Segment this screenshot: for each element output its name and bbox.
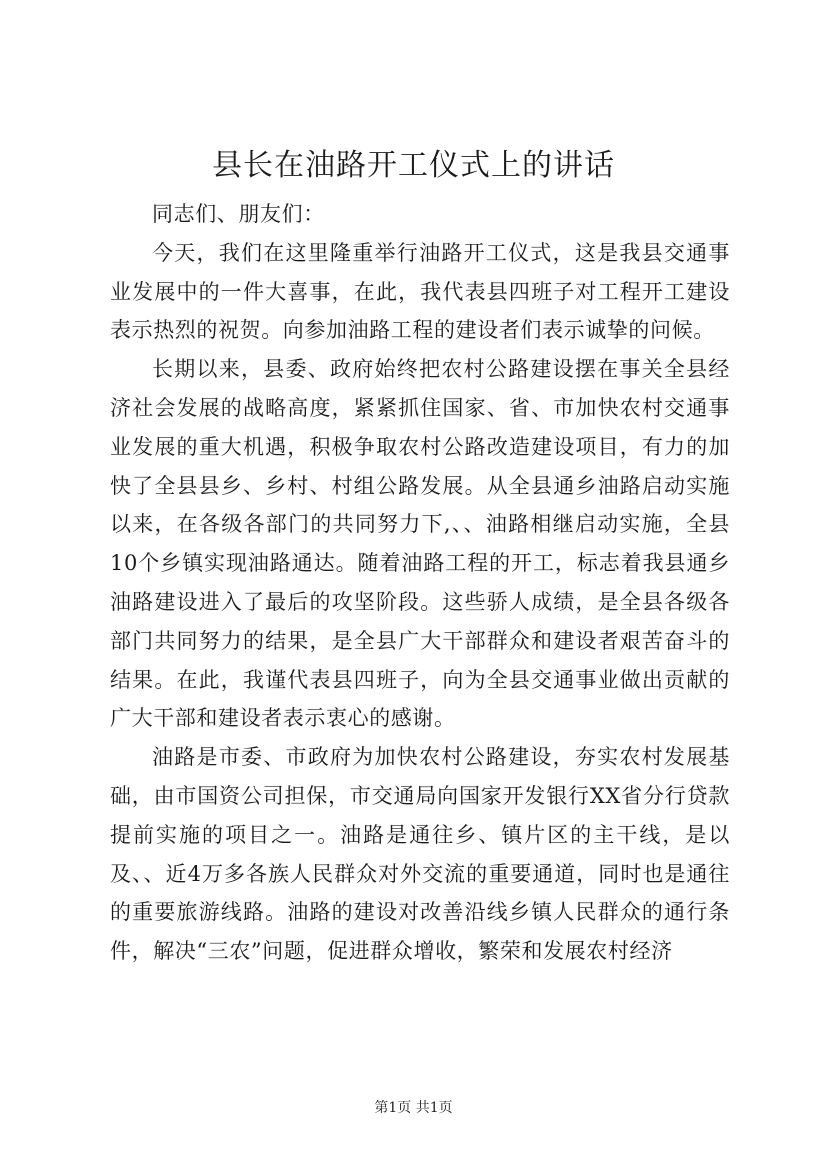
paragraph-2: 长期以来，县委、政府始终把农村公路建设摆在事关全县经济社会发展的战略高度，紧紧抓住国家、省、市加快农村交通事业发展的重大机遇，积极争取农村公路改造建设项目，有力的加快了全县县乡、乡村、村组公路发展。从全县通乡油路启动实施以来，在各级各部门的共同努力下,、、油路相继启动实施，全县10个乡镇实现油路通达。随着油路工程的开工，标志着我县通乡油路建设进入了最后的攻坚阶段。这些骄人成绩，是全县各级各部门共同努力的结果，是全县广大干部群众和建设者艰苦奋斗的结果。在此，我谨代表县四班子，向为全县交通事业做出贡献的广大干部和建设者表示衷心的感谢。 xyxy=(110,357,730,731)
document-title: 县长在油路开工仪式上的讲话 xyxy=(212,148,615,183)
document-body xyxy=(110,195,730,971)
salutation: 同志们、朋友们： xyxy=(152,202,325,226)
paragraph-1: 今天，我们在这里隆重举行油路开工仪式，这是我县交通事业发展中的一件大喜事，在此，我代表县四班子对工程开工建设表示热烈的祝贺。向参加油路工程的建设者们表示诚挚的问候。 xyxy=(110,240,730,343)
paragraph-3: 油路是市委、市政府为加快农村公路建设，夯实农村发展基础，由市国资公司担保，市交通局向国家开发银行XX省分行贷款提前实施的项目之一。油路是通往乡、镇片区的主干线，是以及、、近4万多各族人民群众对外交流的重要通道，同时也是通往的重要旅游线路。油路的建设对改善沿线乡镇人民群众的通行条件，解决“三农”问题，促进群众增收，繁荣和发展农村经济 xyxy=(110,745,730,964)
page-number-footer: 第1页 共1页 xyxy=(374,1100,453,1116)
